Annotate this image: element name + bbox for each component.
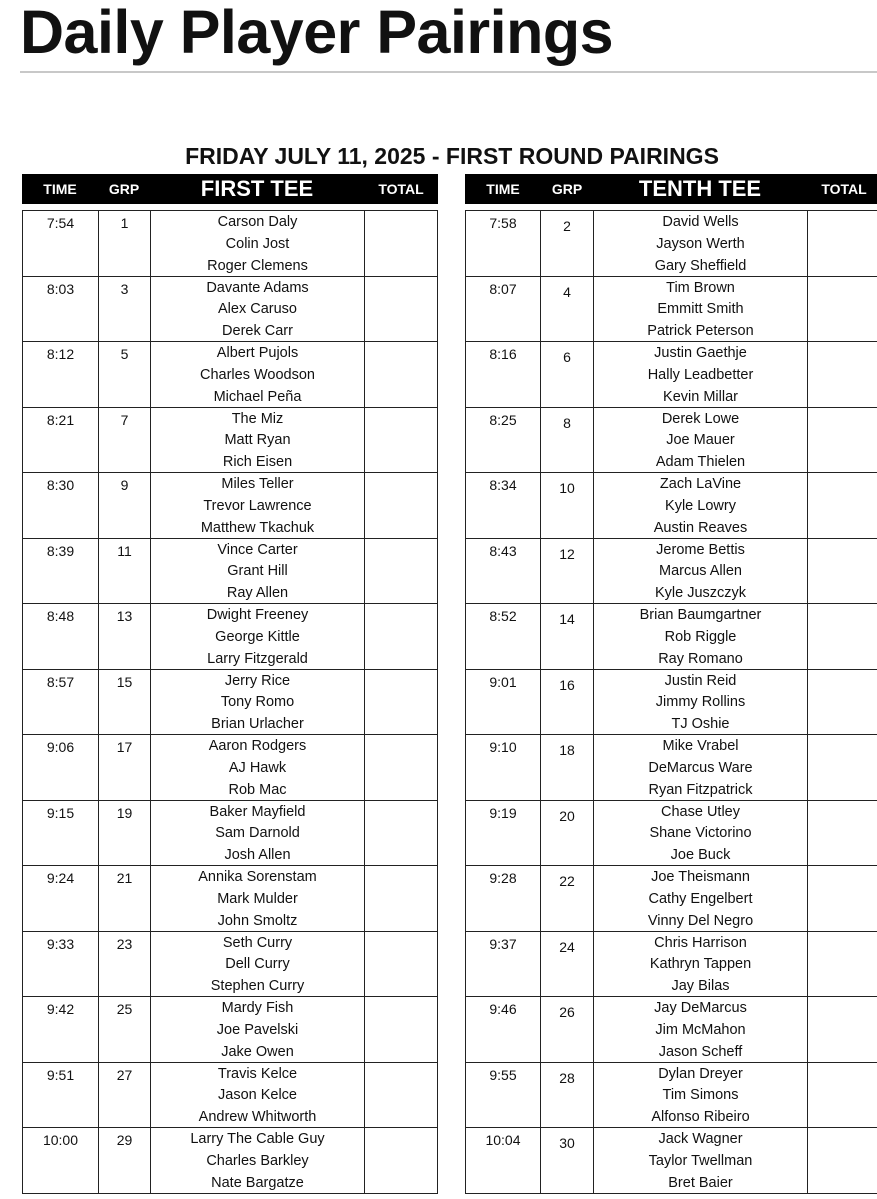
player-name: David Wells [662,214,739,230]
player-name: Taylor Twellman [648,1152,753,1169]
round-subtitle: FRIDAY JULY 11, 2025 - FIRST ROUND PAIRINGS [185,143,719,169]
group-number: 22 [541,866,594,931]
tee-time: 8:03 [23,277,99,342]
player-name: Rob Mac [228,781,287,798]
total-score-cell [365,408,437,473]
tee-time: 8:43 [466,539,541,604]
player-name: Brian Baumgartner [639,607,762,623]
player-name: Tim Simons [662,1087,739,1104]
player-name: Sam Darnold [215,825,300,842]
total-score-cell [808,866,877,931]
tenth-tee-panel [465,174,877,1191]
player-name: Tony Romo [220,694,295,711]
tee-time: 9:55 [466,1063,541,1128]
group-number: 8 [541,408,594,473]
player-name: Mark Mulder [217,890,298,907]
player-name: Chris Harrison [654,934,747,951]
player-name: Gary Sheffield [654,257,747,274]
total-score-cell [808,604,877,669]
tee-time: 9:15 [23,801,99,866]
player-name: Travis Kelce [217,1065,298,1082]
total-score-cell [808,801,877,866]
player-name: Colin Jost [225,235,290,252]
player-name: Alex Caruso [218,301,297,318]
player-list [151,735,365,800]
player-list [594,670,808,735]
group-number: 4 [541,277,594,342]
pairing-row [466,539,877,605]
group-number: 10 [541,473,594,538]
pairing-row [466,1128,877,1194]
player-list [151,211,365,276]
grp-column-header: GRP [108,181,140,197]
player-name: Ryan Fitzpatrick [648,781,753,798]
player-name: Mike Vrabel [662,738,739,754]
tee-time: 9:28 [466,866,541,931]
player-name: Vinny Del Negro [647,912,754,929]
player-name: Jerry Rice [224,672,291,689]
player-name: TJ Oshie [671,716,730,733]
tee-time: 8:21 [23,408,99,473]
tenth-tee-table [465,210,877,1194]
total-score-cell [365,997,437,1062]
time-column-header: TIME [486,181,520,197]
player-name: Jack Wagner [658,1131,743,1147]
group-number: 3 [99,277,151,342]
tee-time: 8:30 [23,473,99,538]
player-name: Grant Hill [227,563,288,580]
player-name: Joe Buck [670,847,731,864]
pairing-row [23,735,437,801]
player-name: Seth Curry [222,934,293,951]
player-name: Kathryn Tappen [649,956,752,973]
group-number: 14 [541,604,594,669]
player-name: Davante Adams [206,279,309,296]
player-name: Patrick Peterson [647,323,754,340]
tee-time: 10:00 [23,1128,99,1193]
group-number: 23 [99,932,151,997]
player-name: Josh Allen [224,847,291,864]
pairing-row [23,408,437,474]
player-name: Marcus Allen [658,563,742,580]
player-list [594,604,808,669]
pairing-row [466,1063,877,1129]
total-score-cell [808,1063,877,1128]
player-name: Jake Owen [221,1043,294,1060]
player-name: Matthew Tkachuk [200,519,315,536]
player-name: Hally Leadbetter [647,366,754,383]
player-name: Derek Carr [222,323,293,340]
tee-time: 8:07 [466,277,541,342]
tee-time: 9:42 [23,997,99,1062]
player-name: Joe Mauer [666,432,735,449]
player-name: Kyle Juszczyk [654,585,747,602]
pairing-row [23,539,437,605]
total-score-cell [808,997,877,1062]
player-name: Kyle Lowry [665,497,736,514]
player-list [151,932,365,997]
group-number: 11 [99,539,151,604]
group-number: 15 [99,670,151,735]
group-number: 24 [541,932,594,997]
first-tee-heading: FIRST TEE [200,176,314,201]
player-list [151,866,365,931]
player-name: Carson Daly [217,214,298,230]
total-score-cell [365,211,437,276]
pairing-row [466,473,877,539]
pairing-row [466,997,877,1063]
player-name: Tim Brown [666,279,735,296]
group-number: 6 [541,342,594,407]
player-name: Brian Urlacher [211,716,304,733]
total-score-cell [808,473,877,538]
group-number: 13 [99,604,151,669]
player-name: Cathy Engelbert [648,890,753,907]
player-name: Dwight Freeney [206,607,309,623]
player-list [594,1063,808,1128]
player-name: Michael Peña [213,388,302,405]
total-score-cell [808,408,877,473]
total-score-cell [365,1063,437,1128]
pairing-row [466,277,877,343]
player-name: Albert Pujols [216,345,299,361]
player-name: Larry The Cable Guy [190,1131,325,1147]
player-list [151,801,365,866]
player-list [151,539,365,604]
pairing-row [23,1128,437,1194]
player-list [594,997,808,1062]
tee-time: 9:51 [23,1063,99,1128]
total-score-cell [808,670,877,735]
player-name: Jimmy Rollins [655,694,746,711]
total-score-cell [808,211,877,276]
player-name: Stephen Curry [210,978,305,995]
pairing-row [23,1063,437,1129]
total-column-header: TOTAL [821,181,867,197]
player-name: Rob Riggle [664,628,737,645]
player-name: Annika Sorenstam [198,869,317,885]
player-name: Chase Utley [661,803,740,820]
player-list [151,473,365,538]
total-score-cell [808,539,877,604]
tee-time: 8:57 [23,670,99,735]
total-score-cell [365,1128,437,1193]
first-tee-table [22,210,438,1194]
player-list [151,1063,365,1128]
group-number: 20 [541,801,594,866]
player-name: Charles Woodson [200,366,315,383]
player-list [594,1128,808,1193]
player-name: The Miz [231,410,284,427]
tee-time: 7:58 [466,211,541,276]
player-list [594,932,808,997]
player-name: Rich Eisen [222,454,293,471]
total-score-cell [365,801,437,866]
group-number: 21 [99,866,151,931]
group-number: 26 [541,997,594,1062]
player-list [594,277,808,342]
group-number: 9 [99,473,151,538]
group-number: 29 [99,1128,151,1193]
total-score-cell [365,277,437,342]
player-list [594,408,808,473]
player-name: Aaron Rodgers [208,738,307,754]
player-list [151,408,365,473]
player-name: Justin Gaethje [654,345,747,361]
pairing-row [23,801,437,867]
player-name: Dylan Dreyer [658,1065,743,1082]
time-column-header: TIME [43,181,77,197]
player-list [151,604,365,669]
player-list [594,342,808,407]
player-name: Alfonso Ribeiro [651,1109,750,1126]
pairing-row [23,473,437,539]
player-name: Vince Carter [217,541,298,558]
tee-time: 8:12 [23,342,99,407]
group-number: 27 [99,1063,151,1128]
total-score-cell [808,735,877,800]
page-title: Daily Player Pairings [20,0,614,66]
total-score-cell [365,604,437,669]
tee-time: 8:39 [23,539,99,604]
group-number: 18 [541,735,594,800]
group-number: 19 [99,801,151,866]
player-name: Miles Teller [221,476,294,492]
player-name: Shane Victorino [649,825,752,842]
player-list [151,342,365,407]
player-name: Charles Barkley [206,1152,309,1169]
player-name: Kevin Millar [663,388,738,405]
player-list [594,735,808,800]
tenth-tee-heading: TENTH TEE [638,176,762,201]
player-list [594,866,808,931]
pairing-row [23,342,437,408]
player-list [594,211,808,276]
player-list [594,801,808,866]
tee-time: 10:04 [466,1128,541,1193]
player-name: Ray Allen [226,585,289,602]
total-score-cell [365,342,437,407]
player-list [151,277,365,342]
tee-time: 7:54 [23,211,99,276]
tee-time: 8:48 [23,604,99,669]
group-number: 5 [99,342,151,407]
player-name: DeMarcus Ware [648,759,753,776]
tee-time: 8:25 [466,408,541,473]
pairing-row [466,604,877,670]
player-name: Dell Curry [225,956,290,973]
tee-time: 9:19 [466,801,541,866]
player-list [594,473,808,538]
total-score-cell [365,473,437,538]
total-score-cell [365,539,437,604]
player-list [594,539,808,604]
player-name: Trevor Lawrence [203,497,312,514]
group-number: 25 [99,997,151,1062]
group-number: 30 [541,1128,594,1193]
player-name: Adam Thielen [655,454,746,471]
player-name: Jayson Werth [656,235,745,252]
total-score-cell [365,866,437,931]
group-number: 1 [99,211,151,276]
player-name: Baker Mayfield [209,803,306,820]
total-score-cell [808,932,877,997]
title-divider [20,71,877,73]
pairing-row [23,997,437,1063]
group-number: 12 [541,539,594,604]
tee-time: 9:10 [466,735,541,800]
group-number: 17 [99,735,151,800]
player-name: Mardy Fish [221,1000,294,1016]
total-score-cell [365,932,437,997]
player-name: Andrew Whitworth [198,1109,317,1126]
player-name: Joe Theismann [651,869,750,885]
group-number: 16 [541,670,594,735]
player-name: Jim McMahon [655,1021,746,1038]
player-name: Larry Fitzgerald [207,650,308,667]
pairing-row [23,211,437,277]
player-name: Derek Lowe [661,410,740,427]
player-name: Jason Scheff [658,1043,743,1060]
player-name: Jerome Bettis [656,541,745,558]
player-name: Austin Reaves [653,519,748,536]
pairing-row [466,408,877,474]
pairing-row [466,866,877,932]
player-name: Ray Romano [658,650,743,667]
tee-time: 9:06 [23,735,99,800]
total-score-cell [808,277,877,342]
total-score-cell [365,670,437,735]
player-name: Bret Baier [668,1174,733,1191]
pairing-row [23,277,437,343]
player-list [151,997,365,1062]
player-name: Matt Ryan [224,432,291,449]
player-name: John Smoltz [217,912,298,929]
pairing-row [466,932,877,998]
player-name: George Kittle [215,628,300,645]
tee-time: 8:34 [466,473,541,538]
group-number: 28 [541,1063,594,1128]
pairing-row [466,342,877,408]
pairing-row [466,670,877,736]
pairing-row [466,801,877,867]
group-number: 7 [99,408,151,473]
group-number: 2 [541,211,594,276]
player-name: Jay DeMarcus [654,1000,747,1016]
pairing-row [466,211,877,277]
player-list [151,670,365,735]
pairing-row [466,735,877,801]
player-name: Joe Pavelski [216,1021,299,1038]
grp-column-header: GRP [551,181,583,197]
tee-time: 8:52 [466,604,541,669]
player-name: AJ Hawk [228,759,287,776]
total-score-cell [365,735,437,800]
tee-time: 8:16 [466,342,541,407]
first-tee-panel [22,174,438,1191]
total-column-header: TOTAL [378,181,424,197]
tee-time: 9:37 [466,932,541,997]
player-name: Zach LaVine [659,476,742,492]
pairing-row [23,932,437,998]
first-tee-header [22,174,438,204]
tenth-tee-header [465,174,877,204]
player-name: Justin Reid [664,672,737,689]
player-name: Roger Clemens [207,257,308,274]
player-name: Nate Bargatze [211,1174,304,1191]
pairing-row [23,866,437,932]
tee-time: 9:46 [466,997,541,1062]
player-list [151,1128,365,1193]
pairing-row [23,604,437,670]
tee-time: 9:24 [23,866,99,931]
total-score-cell [808,342,877,407]
player-name: Jason Kelce [218,1087,297,1104]
tee-time: 9:33 [23,932,99,997]
pairing-row [23,670,437,736]
total-score-cell [808,1128,877,1193]
tee-time: 9:01 [466,670,541,735]
player-name: Emmitt Smith [657,301,744,318]
player-name: Jay Bilas [671,978,730,995]
